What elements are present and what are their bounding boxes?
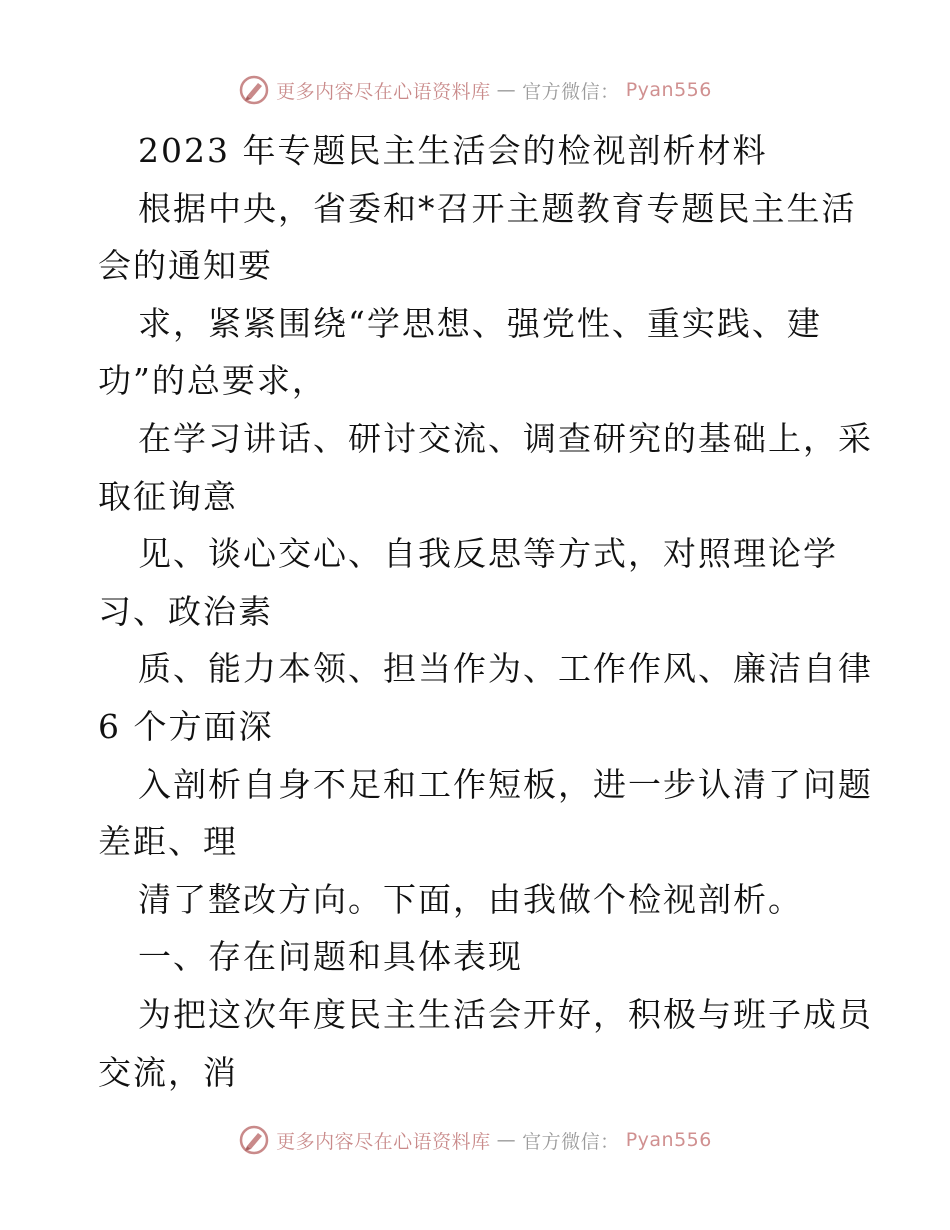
pen-logo-icon bbox=[238, 1124, 270, 1156]
doc-line: 习、政治素 bbox=[98, 591, 273, 631]
doc-line: 入剖析自身不足和工作短板，进一步认清了问题 bbox=[138, 764, 873, 804]
doc-line: 差距、理 bbox=[98, 822, 238, 862]
doc-line: 功”的总要求， bbox=[98, 361, 327, 401]
doc-line: 见、谈心交心、自我反思等方式，对照理论学 bbox=[138, 534, 838, 574]
watermark-site: 更多内容尽在心语资料库 bbox=[276, 1130, 491, 1153]
watermark-wechat-id: Pyan556 bbox=[625, 1129, 712, 1151]
watermark-header bbox=[0, 74, 950, 106]
doc-line: 在学习讲话、研讨交流、调查研究的基础上，采 bbox=[138, 418, 873, 458]
doc-line: 交流，消 bbox=[98, 1052, 238, 1092]
doc-line: 质、能力本领、担当作为、工作作风、廉洁自律 bbox=[138, 649, 873, 689]
watermark-site: 更多内容尽在心语资料库 bbox=[276, 80, 491, 103]
doc-line: 清了整改方向。下面，由我做个检视剖析。 bbox=[138, 879, 803, 919]
doc-line: 会的通知要 bbox=[98, 246, 273, 286]
pen-logo-icon bbox=[238, 74, 270, 106]
document-body bbox=[98, 122, 873, 1101]
doc-line: 求，紧紧围绕“学思想、强党性、重实践、建 bbox=[138, 303, 822, 343]
doc-line: 6 个方面深 bbox=[98, 706, 274, 746]
watermark-separator: — bbox=[496, 1129, 517, 1151]
watermark-wechat-id: Pyan556 bbox=[625, 79, 712, 101]
section-heading: 一、存在问题和具体表现 bbox=[138, 937, 523, 977]
doc-line: 根据中央，省委和*召开主题教育专题民主生活 bbox=[138, 188, 857, 228]
doc-title: 2023 年专题民主生活会的检视剖析材料 bbox=[138, 131, 768, 170]
doc-line: 为把这次年度民主生活会开好，积极与班子成员 bbox=[138, 994, 873, 1034]
doc-line: 取征询意 bbox=[98, 476, 238, 516]
watermark-wechat-label: 官方微信： bbox=[522, 80, 620, 103]
watermark-wechat-label: 官方微信： bbox=[522, 1130, 620, 1153]
watermark-footer bbox=[0, 1124, 950, 1156]
watermark-separator: — bbox=[496, 79, 517, 101]
